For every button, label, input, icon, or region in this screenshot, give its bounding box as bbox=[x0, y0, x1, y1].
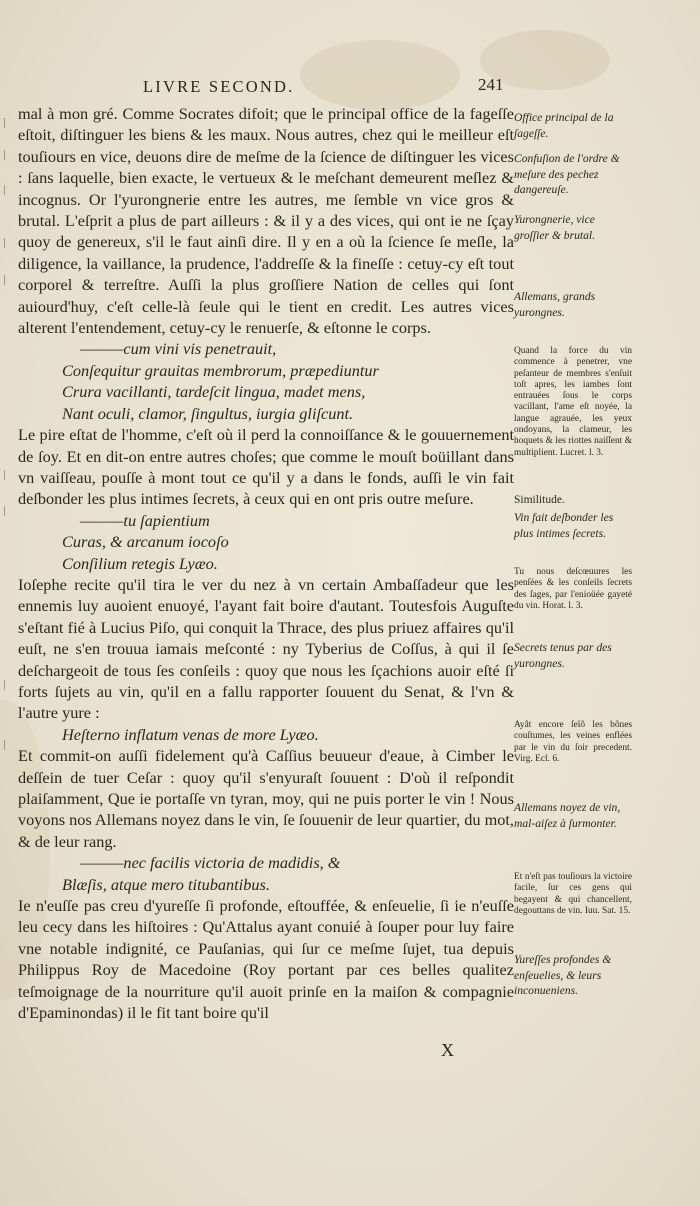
margin-note: Allemans noyez de vin, mal-aiſez à ſurmonter. bbox=[514, 801, 621, 830]
page-number: 241 bbox=[478, 75, 504, 94]
verse-line: Conſequitur grauitas membrorum, præpediuntur bbox=[62, 360, 379, 380]
margin-note: Yurongnerie, vice groſſier & brutal. bbox=[514, 213, 596, 242]
gutter-mark bbox=[4, 150, 11, 160]
verse-line: Heſterno inflatum venas de more Lyæo. bbox=[62, 724, 319, 744]
paragraph: mal à mon gré. Comme Socrates difoit; que le principal office de la fageſſe eſtoit, diſtinguer les biens & les maux. Nous autres, chez qui le meilleur eſt touſiours en vice, deuons dire de meſme de la ſcience de diſtinguer les vices : ſans laquelle, bien exacte, le vertueux & le meſchant demeurent meſlez & incognus. Or l'yurongnerie entre les autres, me ſemble vn vice gros & brutal. L'eſprit a plus de part ailleurs : & il y a des vices, qui ont ie ne ſçay quoy de genereux, s'il le faut ainſi dire. Il y en a où la ſcience ſe meſle, la diligence, la vaillance, la prudence, l'addreſſe & la fineſſe : cetuy-cy eſt tout corporel & terreſtre. Auſſi la plus groſſiere Nation de celles qui ſont auiourd'huy, c'eſt celle-là ſeule qui le tient en credit. Les autres vices alterent l'entendement, cetuy-cy le renuerſe, & eſtonne le corps. bbox=[18, 104, 514, 338]
gutter-mark bbox=[4, 740, 11, 750]
gutter-mark bbox=[4, 506, 11, 516]
verse-line: ———nec facilis victoria de madidis, & bbox=[80, 853, 341, 873]
margin-note: Quand la force du vin commence à penetrer, vne peſanteur de membres s'enſuit toſt apres, les iambes ſont entrauées ſous le corps vacillant, l'ame eſt noyée, la langue agrauée, les yeux ondoyans, la clameur, les hoquets & les riottes naiſſent & multiplient. Lucret. l. 3. bbox=[514, 346, 632, 458]
margin-note: Office principal de la ſageſſe. bbox=[514, 111, 614, 140]
verse-line: Crura vacillanti, tardeſcit lingua, madet mens, bbox=[62, 382, 366, 402]
running-title: LIVRE SECOND. bbox=[143, 77, 295, 96]
paper-stain bbox=[300, 40, 460, 110]
margin-note: Vin fait deſbonder les plus intimes ſecrets. bbox=[514, 511, 614, 540]
margin-note: Secrets tenus par des yurongnes. bbox=[514, 641, 612, 670]
verse-line: Nant oculi, clamor, ſingultus, iurgia gliſcunt. bbox=[62, 403, 354, 423]
verse-line: Conſilium retegis Lyæo. bbox=[62, 553, 218, 573]
verse-line: Blæſis, atque mero titubantibus. bbox=[62, 874, 270, 894]
margin-note: Tu nous deſcœuures les penſées & les conſeils ſecrets des ſages, par l'enioüée gayeté du vin. Horat. l. 3. bbox=[514, 567, 632, 611]
signature-mark: X bbox=[441, 1040, 454, 1060]
margin-note: Allemans, grands yurongnes. bbox=[514, 290, 596, 319]
gutter-mark bbox=[4, 238, 11, 248]
gutter-mark bbox=[4, 118, 11, 128]
verse-line: ———cum vini vis penetrauit, bbox=[80, 339, 277, 359]
margin-note: Et n'eſt pas touſiours la victoire facile, ſur ces gens qui begayent & qui chancellent, degouttans de vin. Iuu. Sat. 15. bbox=[514, 872, 632, 916]
paragraph: Et commit-on auſſi fidelement qu'à Caſſius beuueur d'eaue, à Cimber le deſſein de tuer Ceſar : quoy qu'il s'enyuraſt ſouuent : D'où il reſpondit plaiſamment, Que ie portaſſe vn tyran, moy, qui ne puis porter le vin ! Nous voyons nos Allemans noyez dans le vin, ſe ſouuenir de leur quartier, du mot, & de leur rang. bbox=[18, 746, 514, 851]
paragraph: Le pire eſtat de l'homme, c'eſt où il perd la connoiſſance & le gouuernement de ſoy. Et en dit-on entre autres choſes; que comme le mouſt boüillant dans vn vaiſſeau, pouſſe à mont tout ce qu'il y a dans le fonds, auſſi le vin fait deſbonder les plus intimes ſecrets, à ceux qui en ont pris outre meſure. bbox=[18, 425, 514, 509]
margin-note: Similitude. bbox=[514, 494, 565, 506]
paragraph: Ie n'euſſe pas creu d'yureſſe ſi profonde, eſtouffée, & enſeuelie, ſi ie n'euſſe leu cecy dans les hiſtoires : Qu'Attalus ayant conuié à ſouper pour luy faire vne notable indignité, ce Pauſanias, qui ſur ce meſme ſujet, tua depuis Philippus Roy de Macedoine (Roy portant par ces belles qualitez teſmoignage de la nourriture qu'il auoit prinſe en la maiſon & compagnie d'Epaminondas) il le fit tant boire qu'il bbox=[18, 896, 514, 1023]
margin-note: Yureſſes profondes & enſeuelies, & leurs inconueniens. bbox=[514, 953, 612, 997]
gutter-mark bbox=[4, 680, 11, 690]
margin-note: Confuſion de l'ordre & meſure des pechez dangereuſe. bbox=[514, 152, 620, 196]
paragraph: Ioſephe recite qu'il tira le ver du nez à vn certain Ambaſſadeur que les ennemis luy auoient enuoyé, l'ayant fait boire d'autant. Toutesfois Auguſte s'eſtant fié à Lucius Piſo, qui conquit la Thrace, des plus priuez affaires qu'il euſt, ne s'en trouua iamais meſconté : ny Tyberius de Coſſus, à qui il ſe deſchargeoit de tous ſes conſeils : quoy que nous les ſçachions auoir eſté ſi forts ſujets au vin, qu'il en a fallu rapporter ſouuent du Senat, & l'vn & l'autre yure : bbox=[18, 574, 514, 723]
verse-line: Curas, & arcanum iocoſo bbox=[62, 532, 229, 552]
gutter-mark bbox=[4, 470, 11, 480]
main-text-column bbox=[18, 103, 514, 1023]
margin-note: Ayât encore ſelõ les bõnes couſtumes, les veines enflées par le vin du ſoir precedent. Virg. Ecl. 6. bbox=[514, 720, 632, 764]
gutter-mark bbox=[4, 275, 11, 285]
gutter-mark bbox=[4, 185, 11, 195]
verse-line: ———tu ſapientium bbox=[80, 510, 210, 530]
